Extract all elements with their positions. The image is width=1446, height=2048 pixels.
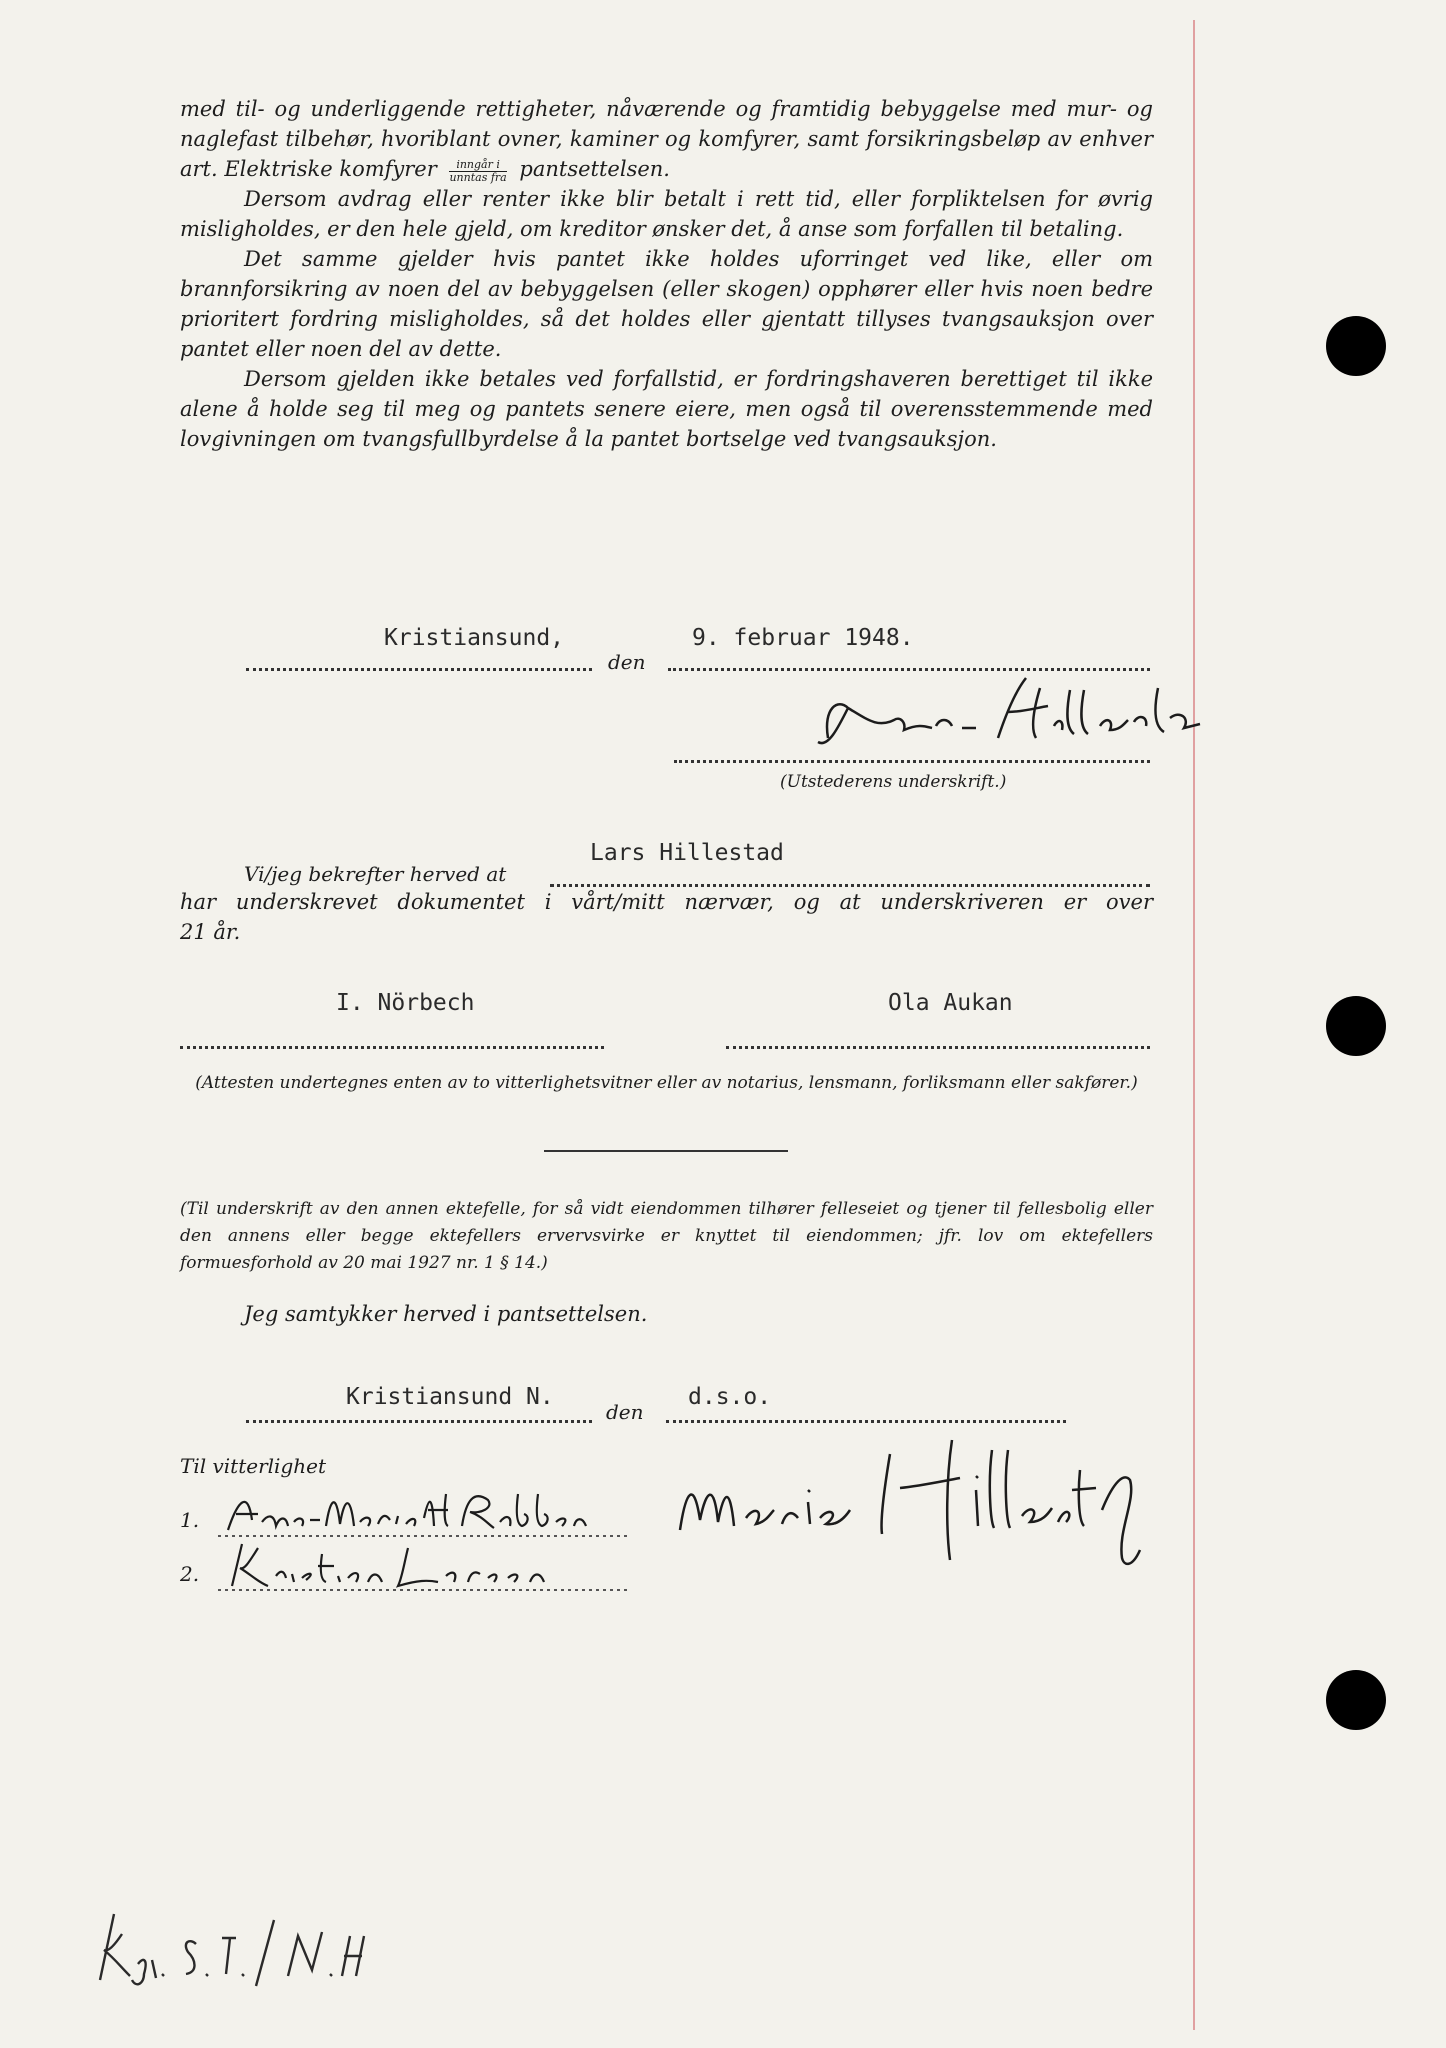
paragraph-1 — [180, 94, 1153, 184]
spouse-place-dots — [246, 1420, 592, 1423]
attest-witness-1: I. Nörbech — [336, 990, 475, 1016]
spouse-dateline-date: d.s.o. — [688, 1384, 772, 1410]
witness-1-dots — [180, 1046, 604, 1049]
paragraph-4: Dersom gjelden ikke betales ved forfallstid, er fordringshaveren berettiget til ikke alene å holde seg til meg og pantets senere eiere, men også til overensstemmende med lovgivningen om tvangsfullbyrdelse å la pantet bortselge ved tvangsauksjon. — [180, 367, 1153, 451]
spouse-den: den — [606, 1400, 644, 1424]
issuer-signature — [808, 668, 1208, 758]
paragraph-1-text: med til- og underliggende rettigheter, nåværende og framtidig bebyggelse med mur- og naglefast tilbehør, hvoriblant ovner, kaminer og komfyrer, samt forsikringsbeløp av enhver art. Elektriske komfyrer — [180, 97, 1153, 181]
attest-name-dots — [550, 884, 1150, 887]
attest-prefix: Vi/jeg bekrefter herved at — [244, 862, 507, 886]
witness-number-1: 1. — [180, 1508, 200, 1532]
section-divider — [544, 1150, 788, 1152]
attest-note: (Attesten undertegnes enten av to vitterlighetsvitner eller av notarius, lensmann, forliksmann eller sakfører.) — [195, 1073, 1138, 1093]
paragraph-1-end: pantsettelsen. — [519, 157, 670, 181]
dateline-place: Kristiansund, — [384, 625, 565, 651]
issuer-signature-caption: (Utstederens underskrift.) — [780, 772, 1007, 792]
spouse-dateline-place: Kristiansund N. — [346, 1384, 554, 1410]
paragraph-2: Dersom avdrag eller renter ikke blir betalt i rett tid, eller forpliktelsen for øvrig misligholdes, er den hele gjeld, om kreditor ønsker det, å anse som forfallen til betaling. — [180, 187, 1153, 241]
issuer-signature-dots — [674, 760, 1150, 763]
punch-hole-3 — [1326, 1670, 1386, 1730]
paragraph-3: Det samme gjelder hvis pantet ikke holdes uforringet ved like, eller om brannforsikring av noen del av bebyggelsen (eller skogen) opphører eller hvis noen bedre prioritert fordring misligholdes, så det holdes eller gjentatt tillyses tvangsauksjon over pantet eller noen del av dette. — [180, 247, 1153, 361]
punch-hole-1 — [1326, 316, 1386, 376]
punch-hole-2 — [1326, 996, 1386, 1056]
til-vitterlighet: Til vitterlighet — [180, 1454, 327, 1478]
fraction-top: inngår i — [449, 159, 506, 172]
witness-1-signature — [218, 1480, 638, 1540]
spouse-date-dots — [666, 1420, 1066, 1423]
witness-number-2: 2. — [180, 1562, 200, 1586]
fraction-bottom: unntas fra — [449, 170, 507, 184]
dateline-den: den — [608, 650, 646, 674]
mortgage-terms — [180, 94, 1153, 454]
footer-handwritten-note — [86, 1900, 386, 1990]
spouse-note: (Til underskrift av den annen ektefelle, for så vidt eiendommen tilhører felleseiet og tjener til fellesbolig eller den annens eller begge ektefellers ervervsvirke er knyttet til eiendommen; jfr. lov om ektefellers formuesforhold av 20 mai 1927 nr. 1 § 14.) — [180, 1199, 1153, 1273]
dateline-date: 9. februar 1948. — [692, 625, 914, 651]
witness-2-signature — [218, 1534, 638, 1594]
margin-line — [1193, 20, 1195, 2030]
dateline-place-dots — [246, 668, 592, 671]
attest-signer-name: Lars Hillestad — [590, 840, 784, 866]
spouse-signature — [670, 1430, 1190, 1570]
spouse-consent: Jeg samtykker herved i pantsettelsen. — [244, 1302, 648, 1326]
attest-witness-2: Ola Aukan — [888, 990, 1013, 1016]
attest-line-2: har underskrevet dokumentet i vårt/mitt nærvær, og at underskriveren er over — [180, 890, 1153, 914]
fraction-inngar-unntas — [449, 159, 506, 183]
witness-2-dots — [726, 1046, 1150, 1049]
attest-line-3: 21 år. — [180, 920, 241, 944]
